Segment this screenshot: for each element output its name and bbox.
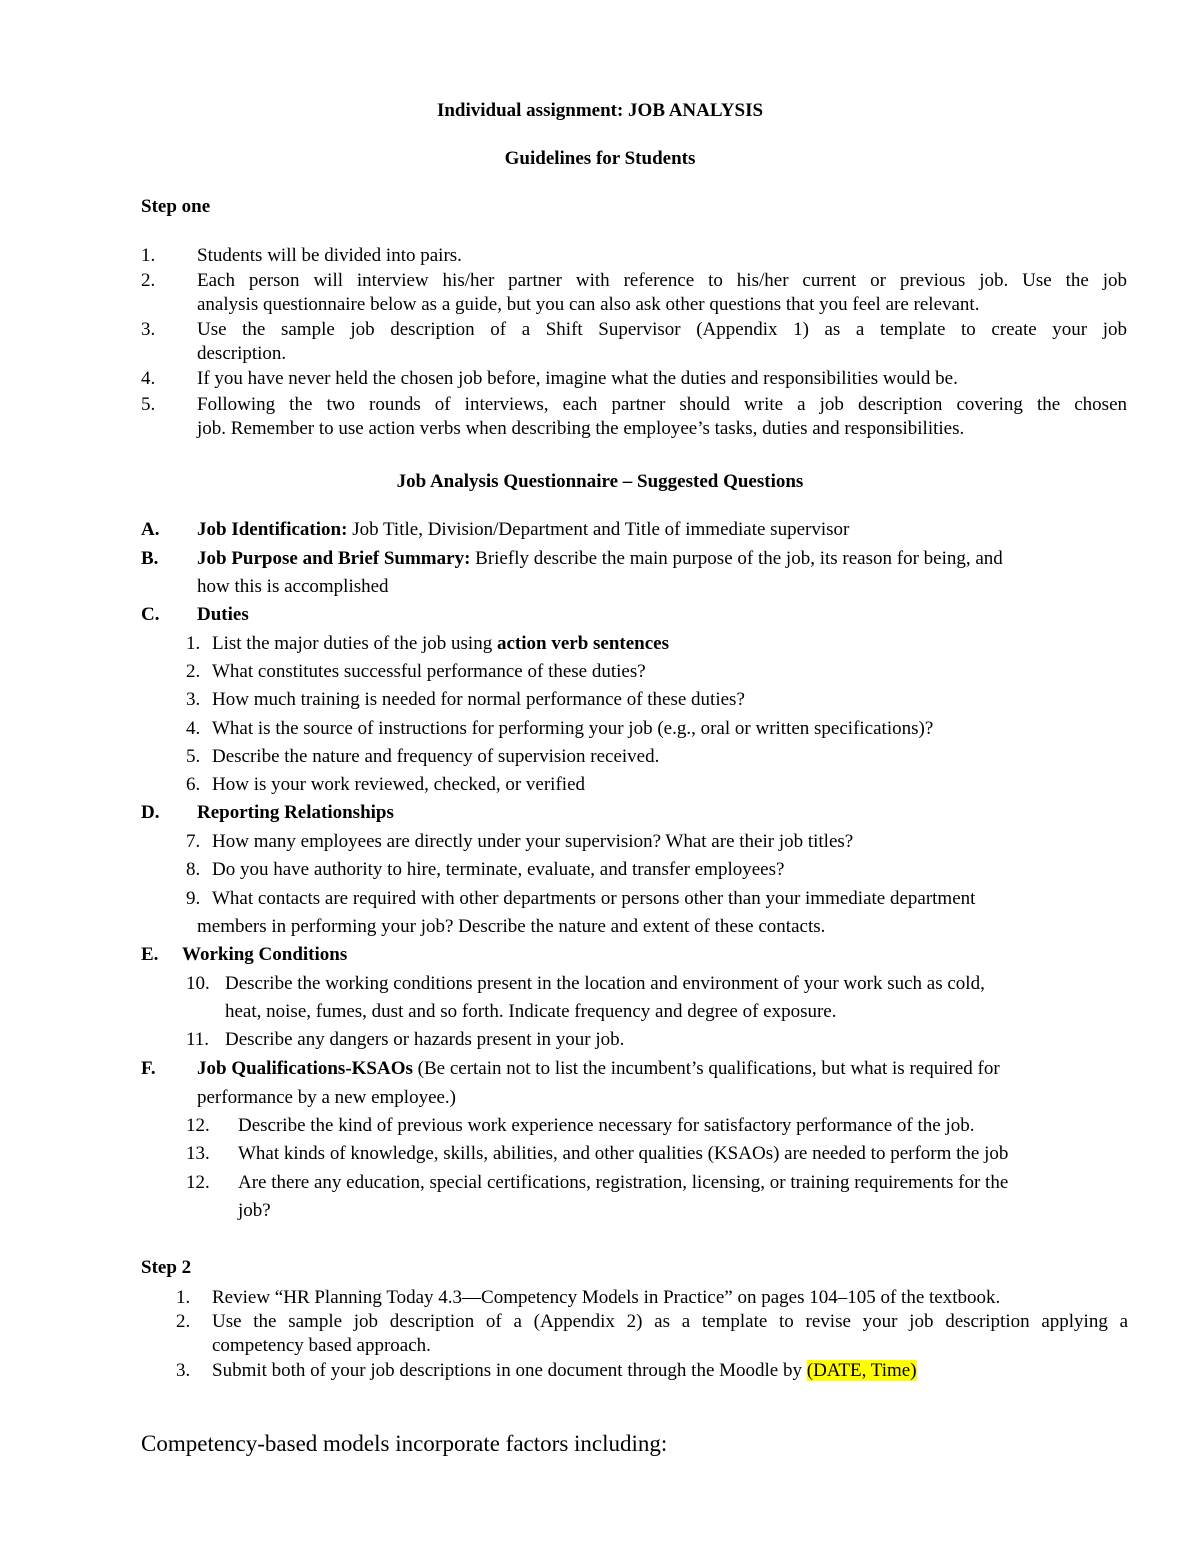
date-time-highlight: (DATE, Time) <box>806 1360 917 1381</box>
section-title: Job Identification: <box>197 519 348 540</box>
question-text: What contacts are required with other departments or persons other than your immediate department <box>212 888 976 909</box>
question-text: How is your work reviewed, checked, or verified <box>212 774 586 795</box>
step-one-num: 1. <box>141 245 156 266</box>
section-f-cont: performance by a new employee.) <box>197 1087 457 1108</box>
step-one-text: Each person will interview his/her partner with reference to his/her current or previous job. Use the job <box>197 270 1127 291</box>
section-letter: D. <box>141 802 160 823</box>
step-two-num: 3. <box>176 1360 191 1381</box>
step-one-text: Following the two rounds of interviews, each partner should write a job description covering the chosen <box>197 394 1127 415</box>
question-text: Describe the working conditions present in the location and environment of your work such as cold, <box>225 973 985 994</box>
question-text: What is the source of instructions for performing your job (e.g., oral or written specifications)? <box>212 718 934 739</box>
question-num: 5. <box>186 746 201 767</box>
question-num: 12. <box>186 1172 210 1193</box>
step-two-heading: Step 2 <box>141 1257 192 1278</box>
question-num: 11. <box>186 1029 210 1050</box>
step-one-text: description. <box>197 343 287 364</box>
question-num: 8. <box>186 859 201 880</box>
question-text: How many employees are directly under your supervision? What are their job titles? <box>212 831 854 852</box>
question-num: 6. <box>186 774 201 795</box>
question-text: What kinds of knowledge, skills, abilities, and other qualities (KSAOs) are needed to perform the job <box>238 1143 1009 1164</box>
section-f: Job Qualifications-KSAOs (Be certain not to list the incumbent’s qualifications, but what is required for <box>197 1058 1000 1079</box>
question-num: 13. <box>186 1143 210 1164</box>
section-title: Reporting Relationships <box>197 802 394 823</box>
step-two-text: Submit both of your job descriptions in one document through the Moodle by (DATE, Time) <box>212 1360 917 1381</box>
question-num: 2. <box>186 661 201 682</box>
step-two-num: 2. <box>176 1311 191 1332</box>
step-two-text: Review “HR Planning Today 4.3—Competency Models in Practice” on pages 104–105 of the textbook. <box>212 1287 1001 1308</box>
question-text: How much training is needed for normal performance of these duties? <box>212 689 745 710</box>
step-one-num: 4. <box>141 368 156 389</box>
section-letter: A. <box>141 519 160 540</box>
section-b: Job Purpose and Brief Summary: Briefly describe the main purpose of the job, its reason for being, and <box>197 548 1003 569</box>
step-two-num: 1. <box>176 1287 191 1308</box>
question-text: Describe the kind of previous work experience necessary for satisfactory performance of the job. <box>238 1115 975 1136</box>
question-text: Describe the nature and frequency of supervision received. <box>212 746 660 767</box>
step-one-text: analysis questionnaire below as a guide, but you can also ask other questions that you feel are relevant. <box>197 294 980 315</box>
section-title: Duties <box>197 604 249 625</box>
step-one-num: 3. <box>141 319 156 340</box>
question-text: Are there any education, special certifications, registration, licensing, or training requirements for the <box>238 1172 1009 1193</box>
section-letter: B. <box>141 548 159 569</box>
questionnaire-heading: Job Analysis Questionnaire – Suggested Questions <box>396 471 804 492</box>
question-num: 4. <box>186 718 201 739</box>
question-text: What constitutes successful performance of these duties? <box>212 661 646 682</box>
document-title: Individual assignment: JOB ANALYSIS <box>436 100 764 121</box>
question-text: Do you have authority to hire, terminate, evaluate, and transfer employees? <box>212 859 785 880</box>
question-num: 12. <box>186 1115 210 1136</box>
document-subtitle: Guidelines for Students <box>504 148 696 169</box>
question-num: 9. <box>186 888 201 909</box>
question-text-cont: job? <box>238 1200 271 1221</box>
section-title: Working Conditions <box>182 944 348 965</box>
step-two-text-cont: competency based approach. <box>212 1335 431 1356</box>
question-num: 10. <box>186 973 210 994</box>
question-text: List the major duties of the job using action verb sentences <box>212 633 669 654</box>
section-b-cont: how this is accomplished <box>197 576 389 597</box>
question-num: 1. <box>186 633 201 654</box>
step-one-text: Use the sample job description of a Shift Supervisor (Appendix 1) as a template to create your job <box>197 319 1127 340</box>
question-text: Describe any dangers or hazards present in your job. <box>225 1029 625 1050</box>
question-num: 7. <box>186 831 201 852</box>
question-text-cont: heat, noise, fumes, dust and so forth. Indicate frequency and degree of exposure. <box>225 1001 837 1022</box>
section-title: Job Qualifications-KSAOs <box>197 1058 413 1079</box>
step-one-text: Students will be divided into pairs. <box>197 245 462 266</box>
section-a: Job Identification: Job Title, Division/Department and Title of immediate supervisor <box>197 519 850 540</box>
closing-text: Competency-based models incorporate factors including: <box>141 1431 668 1456</box>
step-two-text: Use the sample job description of a (Appendix 2) as a template to revise your job description applying a <box>212 1311 1128 1332</box>
step-one-text: job. Remember to use action verbs when describing the employee’s tasks, duties and responsibilities. <box>197 418 965 439</box>
step-one-text: If you have never held the chosen job before, imagine what the duties and responsibilities would be. <box>197 368 958 389</box>
question-text-cont: members in performing your job? Describe the nature and extent of these contacts. <box>197 916 826 937</box>
step-one-num: 2. <box>141 270 156 291</box>
section-title: Job Purpose and Brief Summary: <box>197 548 471 569</box>
section-letter: C. <box>141 604 160 625</box>
step-one-num: 5. <box>141 394 156 415</box>
section-letter: F. <box>141 1058 156 1079</box>
question-num: 3. <box>186 689 201 710</box>
section-letter: E. <box>141 944 159 965</box>
step-one-heading: Step one <box>141 196 211 217</box>
